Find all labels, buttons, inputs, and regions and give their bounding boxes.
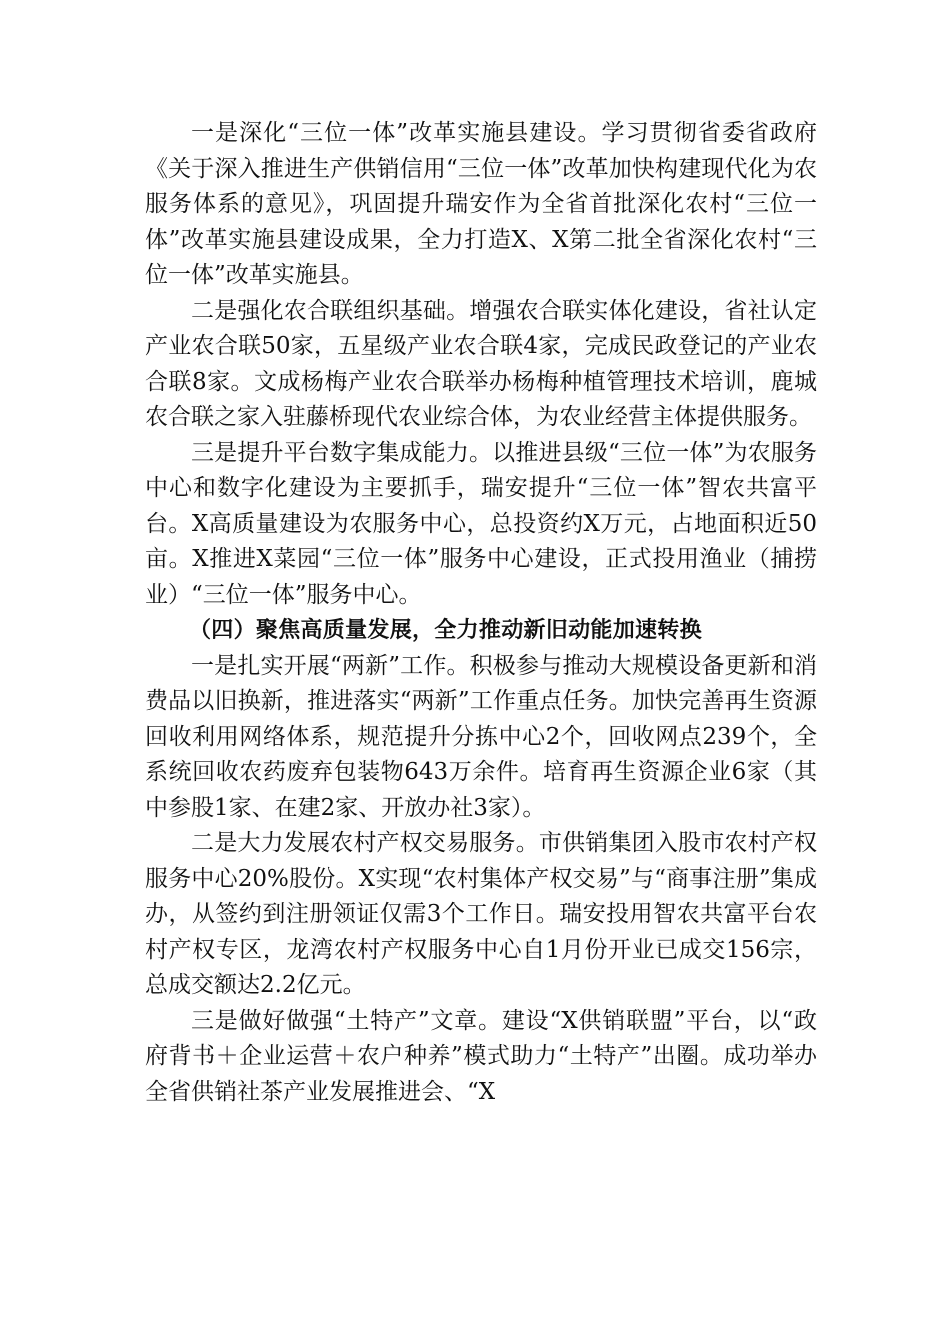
paragraph-two-new-work: 一是扎实开展“两新”工作。积极参与推动大规模设备更新和消费品以旧换新，推进落实“两新”工作重点任务。加快完善再生资源回收利用网络体系，规范提升分拣中心2个，回收网点239个，全系统回收农药废弃包装物643万余件。培育再生资源企业6家（其中参股1家、在建2家、开放办社3家）。 [145, 652, 817, 821]
document-body [145, 116, 817, 1110]
paragraph-three-in-one-reform: 一是深化“三位一体”改革实施县建设。学习贯彻省委省政府《关于深入推进生产供销信用“三位一体”改革加快构建现代化为农服务体系的意见》，巩固提升瑞安作为全省首批深化农村“三位一体”改革实施县建设成果，全力打造X、X第二批全省深化农村“三位一体”改革实施县。 [145, 120, 817, 288]
paragraph-rural-property-rights: 二是大力发展农村产权交易服务。市供销集团入股市农村产权服务中心20%股份。X实现“农村集体产权交易”与“商事注册”集成办，从签约到注册领证仅需3个工作日。瑞安投用智农共富平台农村产权专区，龙湾农村产权服务中心自1月份开业已成交156宗，总成交额达2.2亿元。 [145, 830, 817, 998]
paragraph-local-specialties: 三是做好做强“土特产”文章。建设“X供销联盟”平台，以“政府背书＋企业运营＋农户种养”模式助力“土特产”出圈。成功举办全省供销社茶产业发展推进会、“X [145, 1007, 817, 1105]
paragraph-digital-platform: 三是提升平台数字集成能力。以推进县级“三位一体”为农服务中心和数字化建设为主要抓手，瑞安提升“三位一体”智农共富平台。X高质量建设为农服务中心，总投资约X万元，占地面积近50亩。X推进X菜园“三位一体”服务中心建设，正式投用渔业（捕捞业）“三位一体”服务中心。 [145, 439, 817, 608]
paragraph-farmer-cooperative-union: 二是强化农合联组织基础。增强农合联实体化建设，省社认定产业农合联50家，五星级产业农合联4家，完成民政登记的产业农合联8家。文成杨梅产业农合联举办杨梅种植管理技术培训，鹿城农合联之家入驻藤桥现代农业综合体，为农业经营主体提供服务。 [145, 297, 817, 430]
section-heading-four: （四）聚焦高质量发展，全力推动新旧动能加速转换 [189, 618, 702, 643]
